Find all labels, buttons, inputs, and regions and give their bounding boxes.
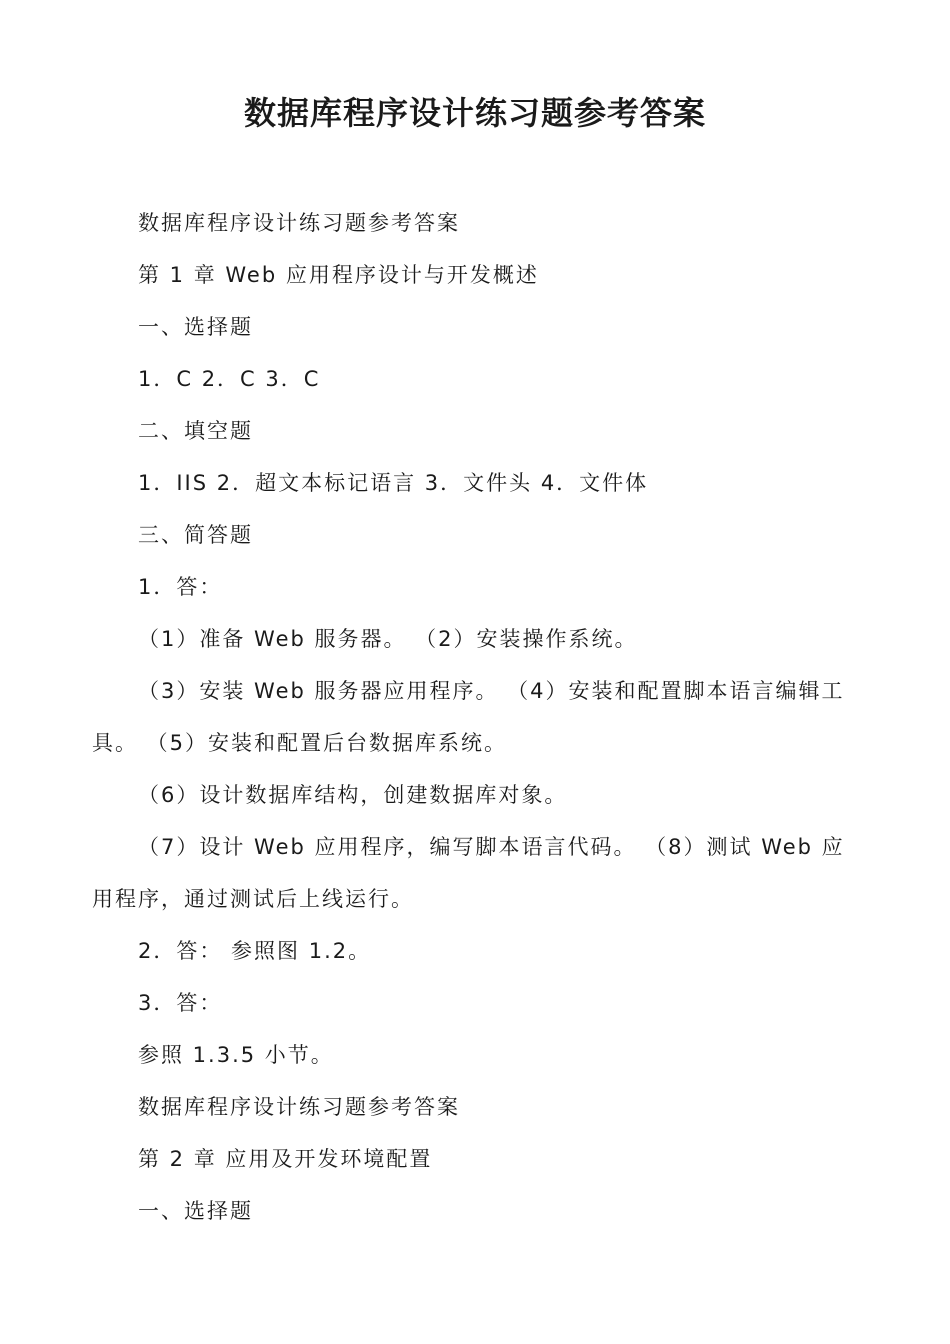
paragraph-section-fill-blank: 二、填空题: [138, 419, 253, 443]
paragraph-answer-1-steps-1-2: （1）准备 Web 服务器。 （2）安装操作系统。: [138, 627, 638, 651]
paragraph-answer-3: 参照 1.3.5 小节。: [138, 1043, 334, 1067]
document-title: 数据库程序设计练习题参考答案: [243, 94, 706, 132]
paragraph-section-short-answer: 三、简答题: [138, 523, 253, 547]
paragraph-answer-1-label: 1．答：: [138, 575, 223, 599]
paragraph-fill-blank-answers: 1．IIS 2．超文本标记语言 3．文件头 4．文件体: [138, 471, 649, 495]
paragraph-answer-2: 2．答： 参照图 1.2。: [138, 939, 372, 963]
paragraph-answer-1-step-6: （6）设计数据库结构，创建数据库对象。: [138, 783, 568, 807]
paragraph-answer-1-steps-3-5: （3）安装 Web 服务器应用程序。 （4）安装和配置脚本语言编辑工具。 （5）安装和配置后台数据库系统。: [92, 679, 845, 755]
paragraph-chapter-1-heading: 第 1 章 Web 应用程序设计与开发概述: [138, 263, 539, 287]
paragraph-section-choice: 一、选择题: [138, 315, 253, 339]
paragraph-doc-title-repeat: 数据库程序设计练习题参考答案: [138, 211, 460, 235]
paragraph-chapter-2-heading: 第 2 章 应用及开发环境配置: [138, 1147, 433, 1171]
paragraph-answer-3-label: 3．答：: [138, 991, 223, 1015]
paragraph-choice-answers: 1．C 2．C 3．C: [138, 367, 321, 391]
paragraph-doc-title-repeat-2: 数据库程序设计练习题参考答案: [138, 1095, 460, 1119]
paragraph-section-choice-2: 一、选择题: [138, 1199, 253, 1223]
document-body: [92, 197, 862, 1237]
paragraph-answer-1-steps-7-8: （7）设计 Web 应用程序，编写脚本语言代码。 （8）测试 Web 应用程序，通过测试后上线运行。: [92, 835, 845, 911]
